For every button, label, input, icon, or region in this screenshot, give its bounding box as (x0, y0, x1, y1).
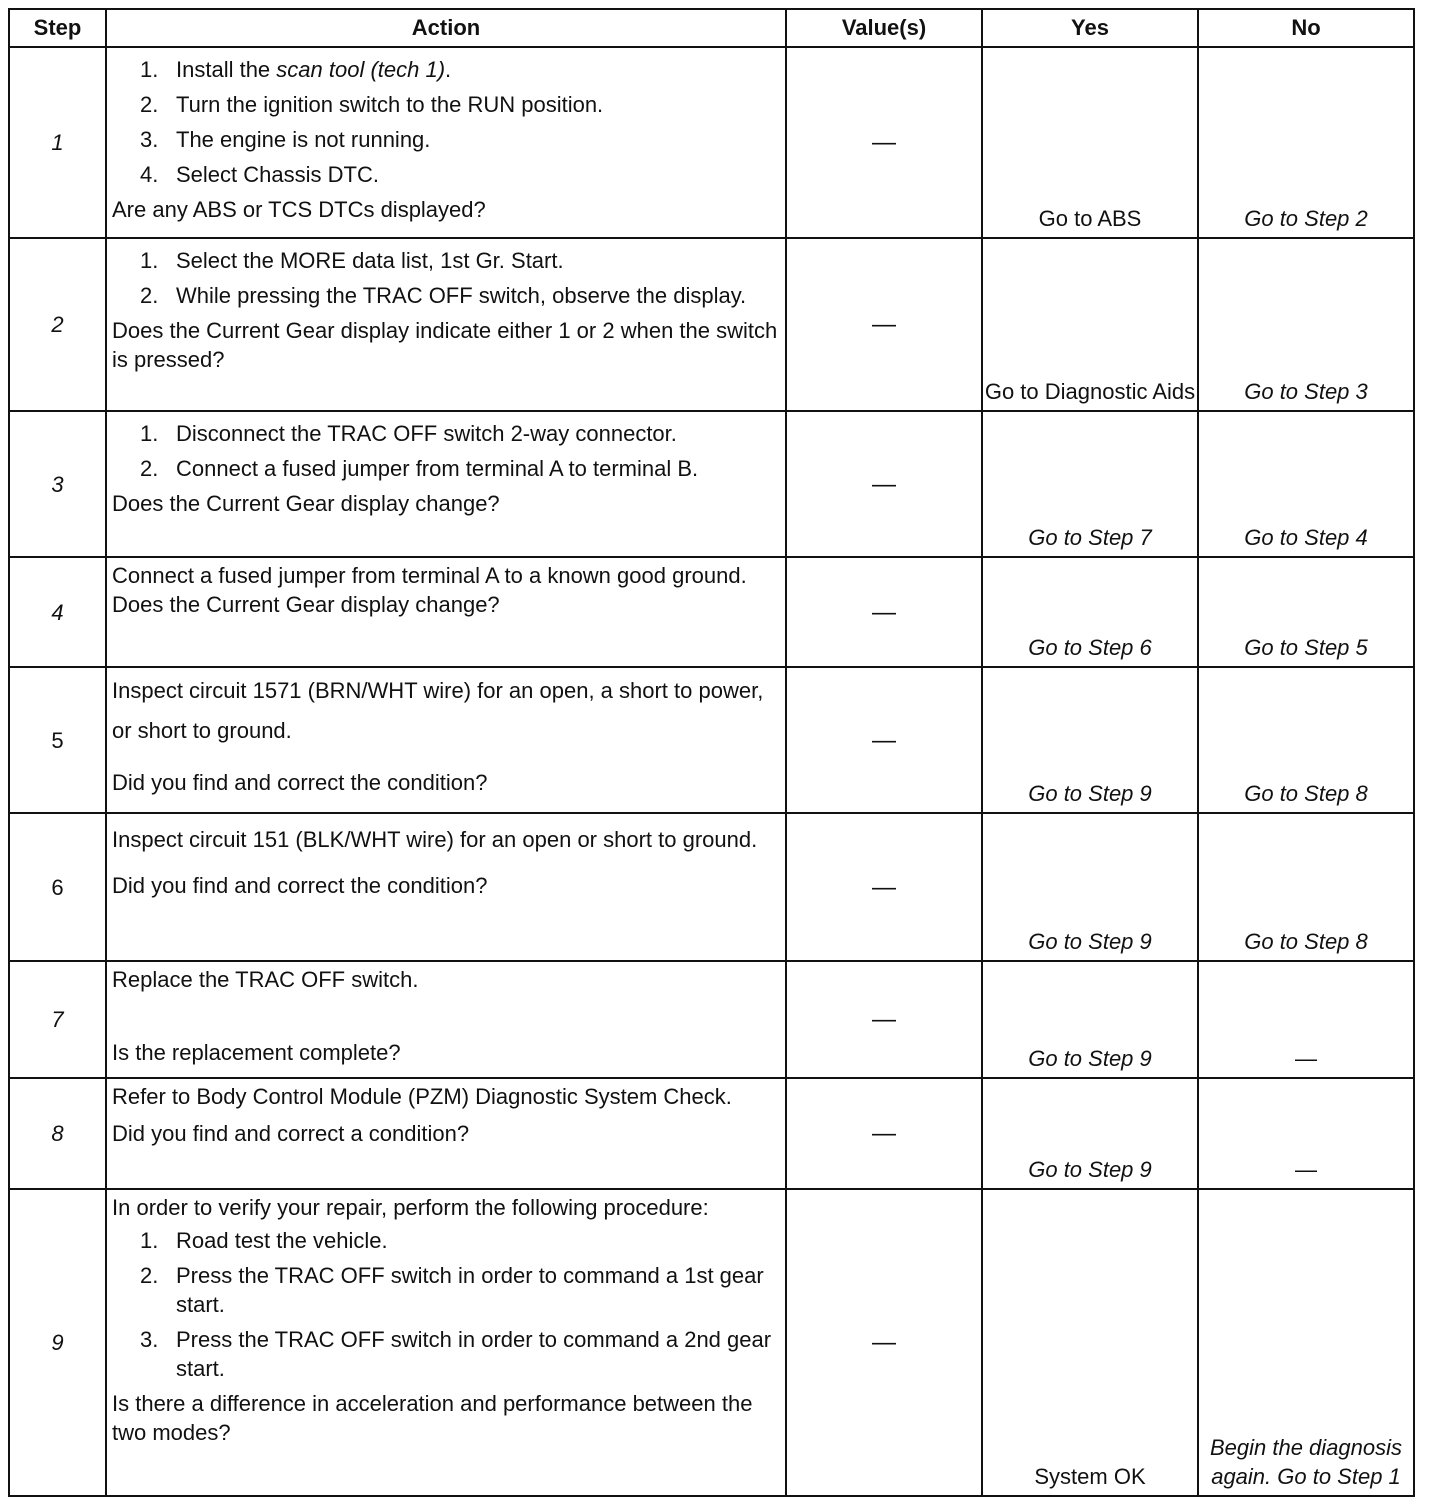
yes-cell: Go to Step 9 (982, 813, 1198, 961)
list-item: 1. Disconnect the TRAC OFF switch 2-way connector. (140, 421, 677, 446)
list-item: 2. While pressing the TRAC OFF switch, observe the display. (140, 283, 747, 308)
action-question: Did you find and correct a condition? (112, 1121, 470, 1146)
header-yes: Yes (982, 9, 1198, 47)
action-text: Inspect circuit 1571 (BRN/WHT wire) for an open, a short to power, or short to ground. (112, 678, 764, 743)
list-item: 2. Turn the ignition switch to the RUN position. (140, 92, 604, 117)
action-question: Are any ABS or TCS DTCs displayed? (112, 197, 486, 222)
header-step: Step (9, 9, 106, 47)
step-number: 9 (9, 1189, 106, 1496)
list-item: 3. The engine is not running. (140, 127, 431, 152)
table-row (9, 667, 1414, 813)
action-cell (106, 238, 786, 411)
action-cell (106, 1189, 786, 1496)
action-cell (106, 1078, 786, 1189)
no-cell: Go to Step 4 (1198, 411, 1414, 557)
value-cell: — (786, 961, 982, 1078)
action-question: Does the Current Gear display change? (112, 491, 500, 516)
no-cell: Go to Step 8 (1198, 667, 1414, 813)
value-cell: — (786, 667, 982, 813)
no-cell: Begin the diagnosis again. Go to Step 1 (1198, 1189, 1414, 1496)
yes-cell: Go to ABS (982, 47, 1198, 238)
value-cell: — (786, 813, 982, 961)
action-question: Is there a difference in acceleration and performance between the two modes? (112, 1391, 753, 1445)
value-cell: — (786, 47, 982, 238)
value-cell: — (786, 238, 982, 411)
action-text: Refer to Body Control Module (PZM) Diagnostic System Check. (112, 1084, 732, 1109)
list-item: 3. Press the TRAC OFF switch in order to command a 2nd gear start. (140, 1327, 772, 1381)
action-question: Did you find and correct the condition? (112, 873, 488, 898)
action-cell (106, 557, 786, 667)
action-text: Connect a fused jumper from terminal A to a known good ground. (112, 563, 747, 588)
table-row (9, 961, 1414, 1078)
action-list (112, 1226, 779, 1383)
yes-cell: Go to Step 9 (982, 961, 1198, 1078)
action-question: Does the Current Gear display change? (112, 592, 500, 617)
action-text: In order to verify your repair, perform the following procedure: (112, 1195, 709, 1220)
no-cell: Go to Step 8 (1198, 813, 1414, 961)
yes-cell: Go to Diagnostic Aids (982, 238, 1198, 411)
list-item: 1. Select the MORE data list, 1st Gr. Start. (140, 248, 564, 273)
action-cell (106, 411, 786, 557)
yes-cell: System OK (982, 1189, 1198, 1496)
action-cell (106, 813, 786, 961)
yes-cell: Go to Step 6 (982, 557, 1198, 667)
list-item: 1. Road test the vehicle. (140, 1228, 388, 1253)
no-cell: Go to Step 5 (1198, 557, 1414, 667)
table-row (9, 47, 1414, 238)
yes-cell: Go to Step 7 (982, 411, 1198, 557)
action-question: Did you find and correct the condition? (112, 770, 488, 795)
action-question: Is the replacement complete? (112, 1040, 401, 1065)
list-item: 4. Select Chassis DTC. (140, 162, 379, 187)
table-row (9, 1078, 1414, 1189)
action-cell (106, 47, 786, 238)
value-cell: — (786, 411, 982, 557)
table-row (9, 411, 1414, 557)
action-cell (106, 961, 786, 1078)
step-number: 8 (9, 1078, 106, 1189)
no-cell: Go to Step 3 (1198, 238, 1414, 411)
step-number: 3 (9, 411, 106, 557)
value-cell: — (786, 1078, 982, 1189)
header-values: Value(s) (786, 9, 982, 47)
no-cell: Go to Step 2 (1198, 47, 1414, 238)
yes-cell: Go to Step 9 (982, 667, 1198, 813)
header-no: No (1198, 9, 1414, 47)
table-row (9, 813, 1414, 961)
action-question: Does the Current Gear display indicate either 1 or 2 when the switch is pressed? (112, 318, 778, 372)
step-number: 6 (9, 813, 106, 961)
list-item: 2. Press the TRAC OFF switch in order to command a 1st gear start. (140, 1263, 764, 1317)
diagnostic-table (8, 8, 1415, 1497)
action-list (112, 246, 779, 310)
action-text: Replace the TRAC OFF switch. (112, 967, 419, 992)
step-number: 4 (9, 557, 106, 667)
header-row (9, 9, 1414, 47)
header-action: Action (106, 9, 786, 47)
step-number: 1 (9, 47, 106, 238)
yes-cell: Go to Step 9 (982, 1078, 1198, 1189)
step-number: 7 (9, 961, 106, 1078)
table-row (9, 238, 1414, 411)
list-item: 2. Connect a fused jumper from terminal A to terminal B. (140, 456, 699, 481)
step-number: 2 (9, 238, 106, 411)
value-cell: — (786, 557, 982, 667)
list-item: 1. Install the scan tool (tech 1). (140, 57, 452, 82)
action-list (112, 55, 779, 189)
no-cell: — (1198, 961, 1414, 1078)
table-row (9, 1189, 1414, 1496)
value-cell: — (786, 1189, 982, 1496)
action-cell (106, 667, 786, 813)
no-cell: — (1198, 1078, 1414, 1189)
action-list (112, 419, 779, 483)
action-text: Inspect circuit 151 (BLK/WHT wire) for an open or short to ground. (112, 827, 758, 852)
step-number: 5 (9, 667, 106, 813)
table-row (9, 557, 1414, 667)
